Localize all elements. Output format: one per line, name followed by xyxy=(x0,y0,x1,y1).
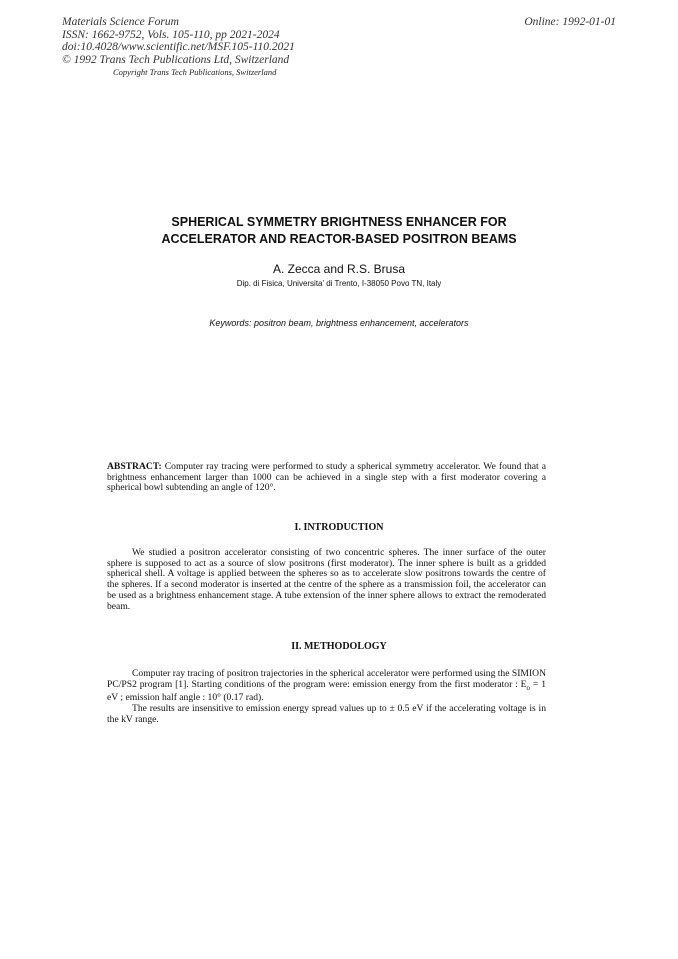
title-line-2: ACCELERATOR AND REACTOR-BASED POSITRON BEAMS xyxy=(161,232,517,246)
journal-header xyxy=(62,16,295,66)
section-heading-methodology: II. METHODOLOGY xyxy=(291,641,387,652)
copyright-notice: Copyright Trans Tech Publications, Switzerland xyxy=(113,67,277,77)
title-line-1: SPHERICAL SYMMETRY BRIGHTNESS ENHANCER FOR xyxy=(171,215,507,229)
methodology-paragraph-1 xyxy=(107,669,546,704)
abstract xyxy=(107,462,546,494)
doi-line[interactable]: doi:10.4028/www.scientific.net/MSF.105-110.2021 xyxy=(62,41,295,53)
section-heading-introduction: I. INTRODUCTION xyxy=(294,522,384,533)
introduction-paragraph: We studied a positron accelerator consisting of two concentric spheres. The inner surface of the outer sphere is supposed to act as a source of slow positrons (first moderator). The inner sphere is built as a gridded spherical shell. A voltage is applied between the spheres so as to accelerate slow positrons towards the centre of the spheres. If a second moderator is inserted at the centre of the sphere as a transmission foil, the accelerator can be used as a brightness enhancement stage. A tube extension of the inner sphere allows to extract the remoderated beam. xyxy=(107,547,546,612)
authors: A. Zecca and R.S. Brusa xyxy=(272,262,406,276)
methodology-text-part: Computer ray tracing of positron trajectories in the spherical accelerator were performed using the SIMION PC/PS2 program [1]. Starting conditions of the program were: emission energy from the first moderator : E xyxy=(107,668,546,690)
online-date: Online: 1992-01-01 xyxy=(524,16,616,28)
subscript: o xyxy=(526,683,531,692)
affiliation: Dip. di Fisica, Universita' di Trento, I-38050 Povo TN, Italy xyxy=(236,279,442,288)
methodology-text xyxy=(107,669,546,725)
copyright-line: © 1992 Trans Tech Publications Ltd, Switzerland xyxy=(62,53,290,66)
introduction-text xyxy=(107,548,546,612)
methodology-paragraph-2: The results are insensitive to emission energy spread values up to ± 0.5 eV if the accelerating voltage is in the kV range. xyxy=(107,703,546,725)
keywords: Keywords: positron beam, brightness enhancement, accelerators xyxy=(209,318,469,328)
journal-name: Materials Science Forum xyxy=(62,16,179,28)
methodology-text-part: = 1 eV ; emission half angle : 10° (0.17 rad). xyxy=(107,678,546,704)
issn-line: ISSN: 1662-9752, Vols. 105-110, pp 2021-2024 xyxy=(62,28,280,41)
abstract-text: Computer ray tracing were performed to study a spherical symmetry accelerator. We found that a brightness enhancement larger than 1000 can be achieved in a single step with a first moderator covering a spherical bowl subtending an angle of 120°. xyxy=(107,461,546,494)
abstract-label: ABSTRACT: xyxy=(107,461,162,472)
